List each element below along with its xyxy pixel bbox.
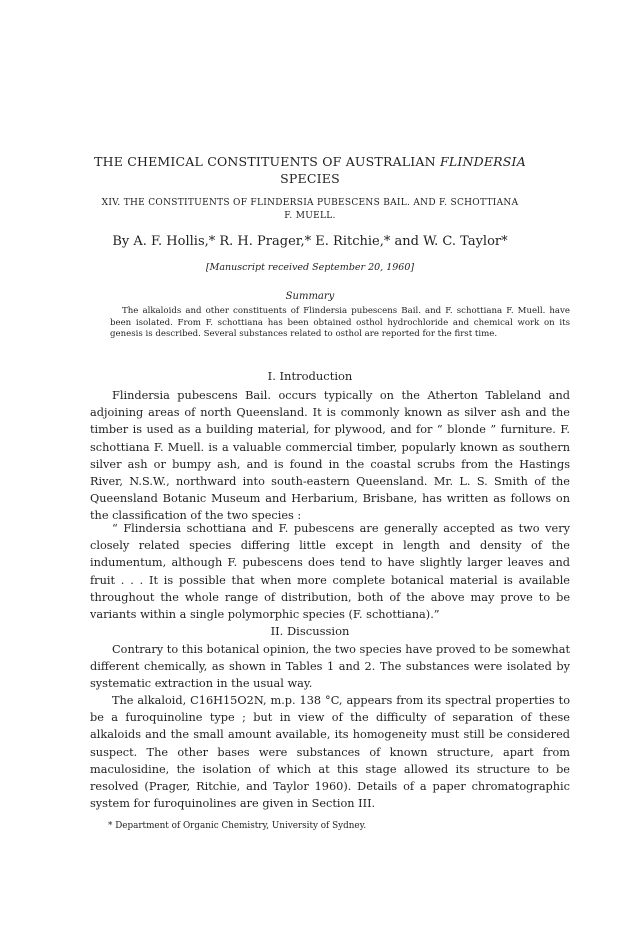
subtitle-line-1: XIV. THE CONSTITUENTS OF FLINDERSIA PUBESCENS BAIL. AND F. SCHOTTIANA: [101, 198, 519, 208]
paragraph-quotation: “ Flindersia schottiana and F. pubescens are generally accepted as two very closely related species differing little except in length and density of the indumentum, although F. pubescens does tend to have slightly larger leaves and fruit . . . It is possible that when more complete botanical material is available throughout the whole range of distribution, both of the above may prove to be variants within a single polymorphic species (F. schottiana).”: [90, 522, 570, 622]
footnote-affiliation: * Department of Organic Chemistry, University of Sydney.: [108, 821, 367, 831]
article-subtitle: [100, 197, 520, 223]
body-paragraph: [90, 387, 570, 525]
paragraph-discussion-1: Contrary to this botanical opinion, the two species have proved to be somewhat different chemically, as shown in Tables 1 and 2. The substances were isolated by systematic extraction in the usual way.: [90, 643, 570, 691]
section-heading-introduction: I. Introduction: [267, 369, 353, 383]
summary-text: The alkaloids and other constituents of Flindersia pubescens Bail. and F. schottiana F. Muell. have been isolated. From F. schottiana has been obtained osthol hydrochloride and chemical work on its genesis is described. Several substances related to osthol are reported for the first time.: [110, 306, 570, 339]
summary-heading: Summary: [285, 291, 335, 302]
author-line: By A. F. Hollis,* R. H. Prager,* E. Ritchie,* and W. C. Taylor*: [112, 234, 508, 249]
subtitle-line-2: F. MUELL.: [284, 211, 336, 221]
paragraph-discussion-2: The alkaloid, C16H15O2N, m.p. 138 °C, appears from its spectral properties to be a furoquinoline type ; but in view of the difficulty of separation of these alkaloids and the small amount available, its homogeneity must still be considered suspect. The other bases were substances of known structure, apart from maculosidine, the isolation of which at this stage allowed its structure to be resolved (Prager, Ritchie, and Taylor 1960). Details of a paper chromatographic system for furoquinolines are given in Section III.: [90, 694, 570, 811]
title-line-2: SPECIES: [280, 171, 340, 186]
body-paragraph: [90, 641, 570, 693]
section-heading-discussion: II. Discussion: [270, 624, 350, 638]
summary-block: [110, 306, 570, 341]
title-prefix: THE CHEMICAL CONSTITUENTS OF AUSTRALIAN: [94, 154, 440, 169]
body-paragraph: [90, 520, 570, 623]
body-paragraph: [90, 692, 570, 812]
manuscript-received-date: [Manuscript received September 20, 1960]: [205, 262, 415, 273]
article-title: [90, 153, 530, 187]
title-italic-genus: FLINDERSIA: [439, 154, 526, 169]
paragraph-intro-1: Flindersia pubescens Bail. occurs typically on the Atherton Tableland and adjoining areas of north Queensland. It is commonly known as silver ash and the timber is used as a building material, for plywood, and for “ blonde ” furniture. F. schottiana F. Muell. is a valuable commercial timber, popularly known as southern silver ash or bumpy ash, and is found in the coastal scrubs from the Hastings River, N.S.W., northward into south-eastern Queensland. Mr. L. S. Smith of the Queensland Botanic Museum and Herbarium, Brisbane, has written as follows on the classification of the two species :: [90, 389, 570, 523]
